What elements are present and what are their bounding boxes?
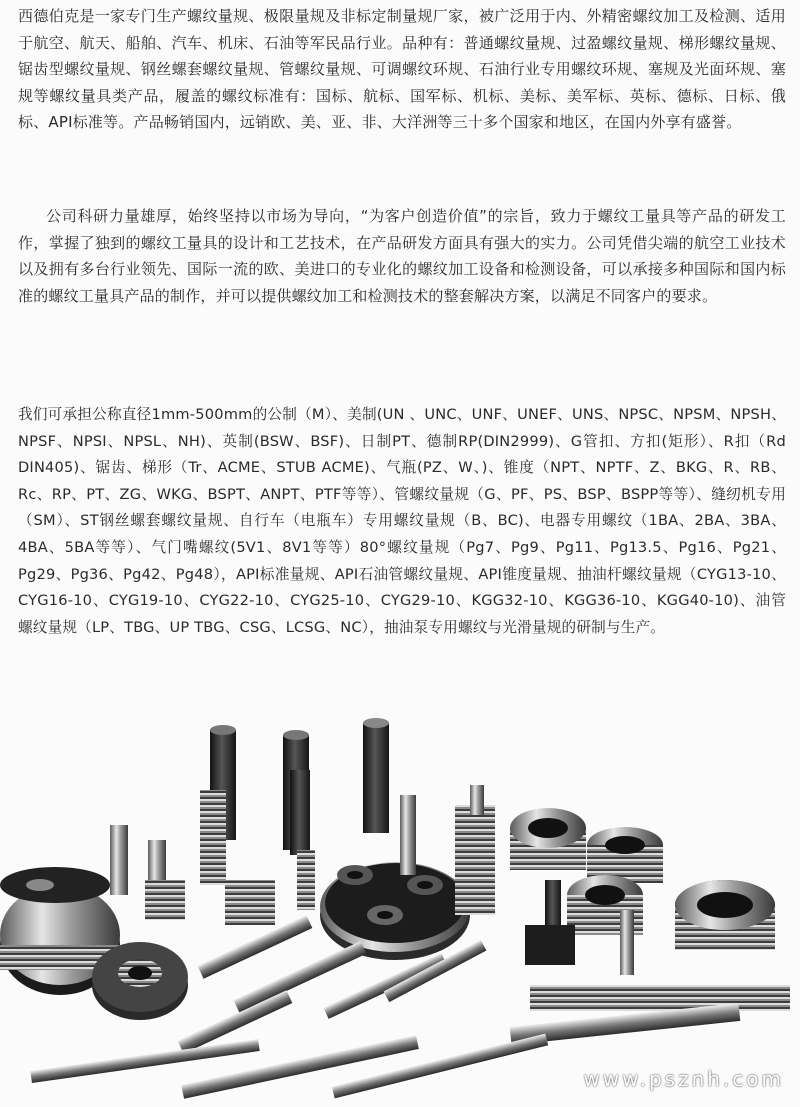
ring-gauge-tray	[320, 795, 470, 960]
left-ring-gauges	[0, 825, 275, 1020]
right-ring-gauges	[455, 785, 775, 975]
research-paragraph: 公司科研力量雄厚，始终坚持以市场为导向，“为客户创造价值”的宗旨，致力于螺纹工量具等产品的研发工作，掌握了独到的螺纹工量具的设计和工艺技术，在产品研发方面具有强大的实力。公司凭借尖端的航空工业技术以及拥有多台行业领先、国际一流的欧、美进口的专业化的螺纹加工设备和检测设备，可以承接多种国际和国内标准的螺纹工量具产品的制作，并可以提供螺纹加工和检测技术的整套解决方案，以满足不同客户的要求。	[18, 207, 786, 305]
intro-paragraph: 西德伯克是一家专门生产螺纹量规、极限量规及非标定制量规厂家，被广泛用于内、外精密螺纹加工及检测、适用于航空、航天、船舶、汽车、机床、石油等军民品行业。品种有：普通螺纹量规、过盈螺纹量规、梯形螺纹量规、锯齿型螺纹量规、钢丝螺套螺纹量规、管螺纹量规、可调螺纹环规、石油行业专用螺纹环规、塞规及光面环规、塞规等螺纹量具类产品，履盖的螺纹标准有：国标、航标、国军标、机标、美标、美军标、英标、德标、日标、俄标、API标准等。产品畅销国内，远销欧、美、亚、非、大洋洲等三十多个国家和地区，在国内外享有盛誉。	[18, 7, 786, 131]
capability-paragraph: 我们可承担公称直径1mm-500mm的公制（M）、美制(UN 、UNC、UNF、UNEF、UNS、NPSC、NPSM、NPSH、NPSF、NPSI、NPSL、NH)、英制(BSW、BSF)、日制PT、德制RP(DIN2999)、G管扣、方扣(矩形）、R扣（Rd DIN405)、锯齿、梯形（Tr、ACME、STUB ACME)、气瓶(PZ、W、)、锥度（NPT、NPTF、Z、BKG、R、RB、Rc、RP、PT、ZG、WKG、BSPT、ANPT、PTF等等）、管螺纹量规（G、PF、PS、BSP、BSPP等等）、缝纫机专用（SM）、ST钢丝螺套螺纹量规、自行车（电瓶车）专用螺纹量规（B、BC)、电器专用螺纹（1BA、2BA、3BA、4BA、5BA等等）、气门嘴螺纹(5V1、8V1等等）80°螺纹量规（Pg7、Pg9、Pg11、Pg13.5、Pg16、Pg21、Pg29、Pg36、Pg42、Pg48），API标准量规、API石油管螺纹量规、API锥度量规、抽油杆螺纹量规（CYG13-10、CYG16-10、CYG19-10、CYG22-10、CYG25-10、CYG29-10、KGG32-10、KGG36-10、KGG40-10)、油管螺纹量规（LP、TBG、UP TBG、CSG、LCSG、NC），抽油泵专用螺纹与光滑量规的研制与生产。	[18, 406, 786, 636]
thread-gauges-product-photo	[0, 715, 800, 1103]
site-watermark: www.psznh.com	[583, 1067, 784, 1091]
